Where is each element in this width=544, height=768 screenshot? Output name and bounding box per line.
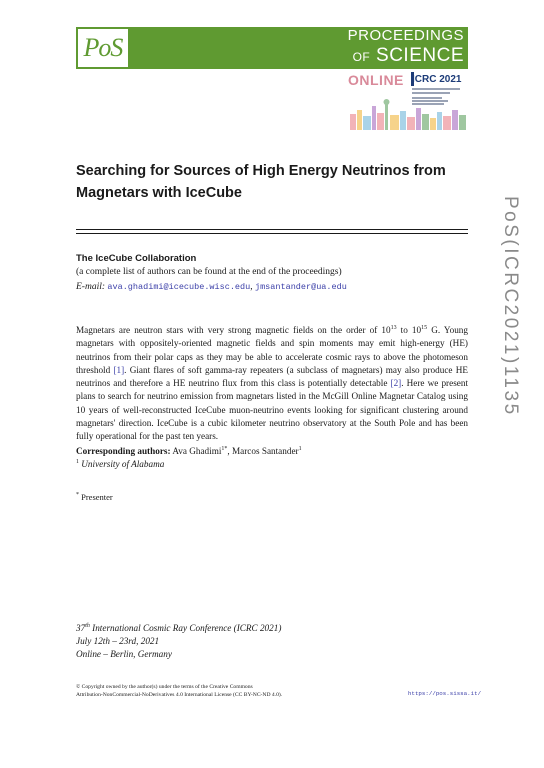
presenter-text: Presenter <box>81 492 113 502</box>
conference-ordinal-suffix: th <box>85 623 90 629</box>
email-line <box>76 282 347 292</box>
author-name: Ava Ghadimi <box>172 446 222 457</box>
presenter-note <box>76 492 113 502</box>
banner-proceedings: PROCEEDINGS <box>347 27 464 44</box>
abstract-text: Magnetars are neutron stars with very strong magnetic fields on the order of 10 <box>76 325 391 335</box>
icrc-subtitle-line <box>412 92 450 94</box>
icrc-subtitle-line <box>412 97 442 99</box>
abstract-text: . Giant flares of soft gamma-ray repeaters (a subclass of magnetars) may also produce HE neutrinos and therefore a HE neutrino flux from this class is potentially detectable <box>76 364 468 389</box>
banner-of-science <box>353 45 464 67</box>
conference-title: International Cosmic Ray Conference (ICRC 2021) <box>92 623 282 634</box>
exponent: 13 <box>390 324 397 331</box>
banner-of: OF <box>352 50 371 64</box>
icrc-name-label: ICRC 2021 <box>412 74 462 85</box>
corresponding-authors <box>76 446 302 456</box>
icrc-subtitle-line <box>412 103 444 105</box>
abstract <box>76 324 468 444</box>
title-rule <box>76 229 468 230</box>
corresponding-label: Corresponding authors: <box>76 446 171 457</box>
citation-link[interactable]: [1] <box>113 364 125 375</box>
presenter-mark: * <box>76 492 79 499</box>
pos-identifier-stamp <box>502 196 520 496</box>
email-link-santander[interactable]: jmsantander@ua.edu <box>254 282 347 292</box>
paper-title: Searching for Sources of High Energy Neutrinos from Magnetars with IceCube <box>76 163 446 201</box>
icrc-subtitle-line <box>412 88 460 90</box>
author-separator: , <box>227 446 230 457</box>
authors-note: (a complete list of authors can be found at the end of the proceedings) <box>76 267 342 277</box>
affiliation-number: 1 <box>76 459 79 465</box>
conference-ordinal: 37 <box>76 623 86 634</box>
title-rule-thin <box>76 233 468 234</box>
author-affil-mark: 1 <box>298 446 302 452</box>
email-separator: , <box>250 282 253 292</box>
conference-name <box>76 623 281 633</box>
author-affil-mark: 1* <box>221 446 228 452</box>
email-label: E-mail: <box>76 282 106 292</box>
affiliation-name: University of Alabama <box>81 459 165 470</box>
pos-logo-text: PoS <box>83 33 123 62</box>
pos-identifier-text: PoS(ICRC2021)1135 <box>500 196 521 417</box>
author-name: Marcos Santander <box>232 446 299 457</box>
exponent: 15 <box>421 324 428 331</box>
abstract-text: G. Young magnetars with oppositely-oriented magnetic fields and spin moments may emit high-energy (HE) neutrinos from their polar caps as they may be able to accelerate cosmic rays to above the photomeson threshold <box>76 325 468 375</box>
copyright-line: © Copyright owned by the author(s) under the terms of the Creative Commons <box>76 684 253 690</box>
pos-logo <box>78 29 128 67</box>
email-link-ghadimi[interactable]: ava.ghadimi@icecube.wisc.edu <box>107 282 251 292</box>
affiliation <box>76 459 164 469</box>
conference-location: Online – Berlin, Germany <box>76 649 172 659</box>
citation-link[interactable]: [2] <box>390 378 402 389</box>
banner-science: SCIENCE <box>376 45 464 66</box>
license-line[interactable]: Attribution-NonCommercial-NoDerivatives 4.0 International License (CC BY-NC-ND 4.0). <box>76 692 283 698</box>
icrc-subtitle-line <box>412 100 448 102</box>
pos-url-link[interactable]: https://pos.sissa.it/ <box>408 690 482 697</box>
collaboration-name: The IceCube Collaboration <box>76 253 197 264</box>
icrc-online-label: ONLINE <box>348 72 404 88</box>
abstract-text: to 10 <box>396 325 422 335</box>
conference-dates: July 12th – 23rd, 2021 <box>76 636 160 646</box>
abstract-text: . Here we present plans to search for neutrino emission from magnetars listed in the McGill Online Magnetar Catalog using 10 years of well-reconstructed IceCube muon-neutrino events looking for significant clustering around magnetars' direction. IceCube is a cubic kilometer neutrino observatory at the South Pole and has been fully operational for the past ten years. <box>76 378 468 442</box>
